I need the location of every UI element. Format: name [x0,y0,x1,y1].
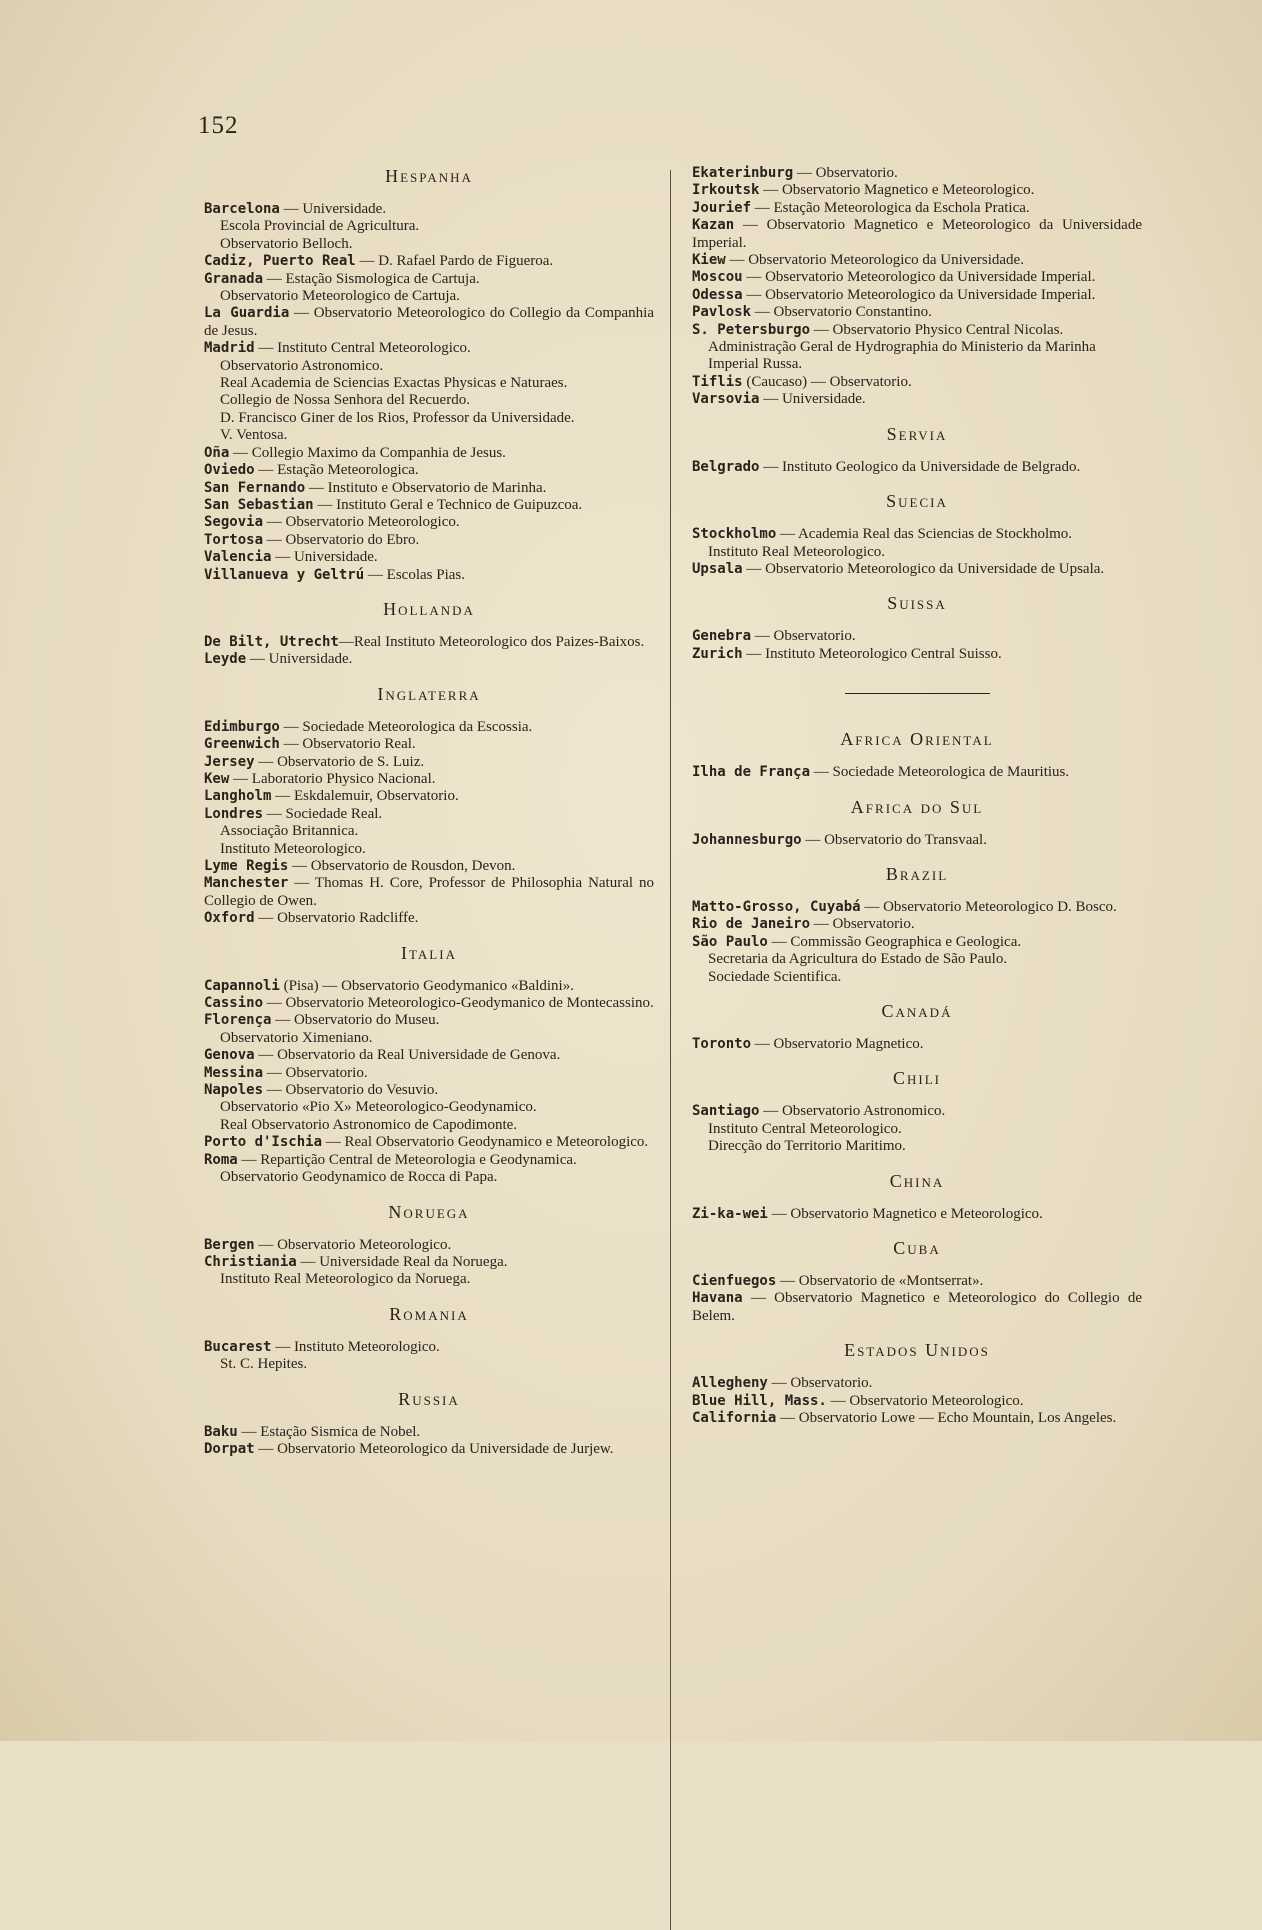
institution-text: — Instituto Meteorologico Central Suisso. [742,645,1002,662]
directory-entry [692,1290,1142,1325]
institution-text: — Universidade Real da Noruega. [296,1253,508,1270]
institution-text: — Observatorio Lowe — Echo Mountain, Los Angeles. [776,1410,1117,1427]
right-column-top [692,165,1142,663]
right-column-bottom [692,728,1142,1427]
country-heading: Cuba [893,1238,941,1258]
place-name: Jourief [692,199,752,216]
sub-entry: Real Observatorio Astronomico de Capodimonte. [220,1116,518,1133]
institution-text: — D. Rafael Pardo de Figueroa. [355,253,554,270]
directory-entry [204,788,654,805]
directory-entry [204,1065,654,1082]
country-heading: Hollanda [383,598,475,619]
sub-entry: Associação Britannica. [220,823,359,840]
institution-text: — Instituto e Observatorio de Marinha. [305,479,547,496]
place-name: Toronto [692,1035,752,1052]
directory-entry [692,165,1142,182]
directory-entry [692,934,1142,951]
sub-entry: Instituto Central Meteorologico. [708,1120,902,1137]
place-name: Allegheny [692,1375,768,1392]
institution-text: —Real Instituto Meteorologico dos Paizes-Baixos. [338,633,645,650]
country-heading: Servia [886,423,948,444]
section-suecia [692,490,1142,578]
institution-text: — Observatorio Meteorologico. [254,1236,452,1253]
place-name: California [692,1410,777,1427]
place-name: Edimburgo [204,718,280,735]
place-name: Greenwich [204,736,280,753]
section-romania [204,1303,654,1374]
place-name: Blue Hill, Mass. [692,1392,827,1409]
section-russia [204,1388,654,1459]
directory-entry [692,899,1142,916]
institution-text: (Caucaso) — Observatorio. [742,373,912,390]
directory-entry [204,445,654,462]
directory-entry [692,252,1142,269]
institution-text: — Estação Sismologica de Cartuja. [263,270,480,287]
sub-entry: St. C. Hepites. [220,1356,308,1373]
directory-entry [692,182,1142,199]
institution-text: — Observatorio Meteorologico D. Bosco. [860,898,1117,915]
place-name: De Bilt, Utrecht [204,633,339,650]
place-name: Odessa [692,286,743,303]
section-cuba [692,1237,1142,1325]
institution-text: — Observatorio Magnetico e Meteorologico do Collegio de Belem. [692,1290,1142,1324]
sub-entry: Observatorio Meteorologico de Cartuja. [220,288,460,305]
place-name: Manchester [204,875,289,892]
institution-text: — Escolas Pias. [364,566,465,583]
place-name: Porto d'Ischia [204,1134,323,1151]
place-name: Johannesburgo [692,831,802,848]
country-heading: Chili [893,1068,941,1089]
directory-entry [204,858,654,875]
place-name: Tiflis [692,373,743,390]
sub-entry: Instituto Real Meteorologico. [708,543,886,560]
sub-entry: Observatorio Astronomico. [220,357,384,374]
place-name: Havana [692,1290,743,1307]
directory-entry [204,1012,654,1029]
institution-text: — Observatorio Meteorologico-Geodymanico de Montecassino. [263,995,654,1012]
institution-text: — Observatorio Meteorologico. [263,514,460,531]
sub-entry: D. Francisco Giner de los Rios, Professor da Universidade. [220,409,575,426]
place-name: Matto-Grosso, Cuyabá [692,898,861,915]
place-name: Oviedo [204,462,255,479]
directory-entry [692,1273,1142,1290]
column-divider [670,170,671,1930]
directory-entry [692,628,1142,645]
sub-entry: Instituto Meteorologico. [220,840,366,857]
country-heading: Hespanha [385,166,473,186]
country-heading: Noruega [388,1201,470,1222]
institution-text: — Estação Meteorologica. [254,462,419,479]
place-name: São Paulo [692,933,768,950]
directory-entry [692,1206,1142,1223]
section-africa-do-sul [692,796,1142,849]
directory-entry [204,1424,654,1441]
institution-text: — Observatorio Meteorologico da Universidade Imperial. [742,269,1096,286]
directory-entry [204,462,654,479]
place-name: Messina [204,1064,264,1081]
directory-entry [692,374,1142,391]
institution-text: — Sociedade Meteorologica da Escossia. [279,718,533,735]
directory-entry [204,875,654,910]
directory-entry [204,514,654,531]
place-name: Ekaterinburg [692,165,794,181]
institution-text: — Thomas H. Core, Professor de Philosophia Natural no Collegio de Owen. [204,875,654,909]
directory-entry [204,480,654,497]
country-heading: Italia [401,942,457,963]
section-servia [692,423,1142,476]
institution-text: — Sociedade Meteorologica de Mauritius. [810,764,1070,781]
institution-text: — Observatorio Radcliffe. [254,910,419,927]
directory-entry [692,561,1142,578]
sub-entry: Observatorio «Pio X» Meteorologico-Geodynamico. [220,1099,537,1116]
place-name: Tortosa [204,531,264,548]
directory-entry [692,1410,1142,1427]
place-name: Oña [204,444,230,461]
institution-text: — Real Observatorio Geodynamico e Meteorologico. [322,1134,649,1151]
institution-text: — Observatorio Constantino. [751,304,932,321]
institution-text: — Commissão Geographica e Geologica. [767,933,1022,950]
place-name: Leyde [204,651,247,668]
directory-entry [204,771,654,788]
place-name: Genebra [692,628,752,645]
institution-text: — Observatorio Magnetico e Meteorologico. [759,182,1035,199]
institution-text: — Observatorio Meteorologico da Universidade Imperial. [742,286,1096,303]
institution-text: — Observatorio Magnetico. [751,1035,924,1052]
section-hespanha [204,165,654,584]
sub-entry: Collegio de Nossa Senhora del Recuerdo. [220,392,470,409]
section-noruega [204,1201,654,1289]
institution-text: — Observatorio Meteorologico da Universidade de Upsala. [742,560,1105,577]
directory-entry [692,916,1142,933]
directory-entry [204,736,654,753]
section-canada [692,1000,1142,1053]
right-column [692,165,1142,1427]
place-name: Kew [204,770,230,787]
institution-text: — Observatorio de S. Luiz. [254,753,425,770]
directory-entry [692,287,1142,304]
directory-entry [204,305,654,340]
place-name: San Fernando [204,479,306,496]
sub-entry: Secretaria da Agricultura do Estado de São Paulo. [708,951,1008,968]
place-name: Segovia [204,514,264,531]
institution-text: — Observatorio da Real Universidade de Genova. [254,1047,561,1064]
institution-text: — Instituto Central Meteorologico. [254,340,471,357]
place-name: Valencia [204,549,272,566]
directory-entry [692,391,1142,408]
place-name: Varsovia [692,391,760,408]
directory-entry [692,200,1142,217]
place-name: S. Petersburgo [692,321,811,338]
place-name: Pavlosk [692,304,752,321]
place-name: Roma [204,1151,238,1168]
directory-entry [204,340,654,357]
section-inglaterra [204,683,654,928]
directory-entry [204,253,654,270]
place-name: Genova [204,1047,255,1064]
place-name: San Sebastian [204,496,314,513]
country-heading: China [889,1170,945,1191]
country-heading: Russia [398,1388,460,1409]
place-name: Cadiz, Puerto Real [204,253,356,270]
place-name: Ilha de França [692,764,811,781]
place-name: La Guardia [204,305,290,322]
directory-entry [692,646,1142,663]
sub-entry: Escola Provincial de Agricultura. [220,218,420,235]
directory-entry [692,459,1142,476]
place-name: Bergen [204,1236,255,1253]
sub-entry: V. Ventosa. [220,427,288,444]
directory-entry [692,304,1142,321]
directory-entry [204,271,654,288]
section-suissa [692,592,1142,663]
directory-entry [692,832,1142,849]
institution-text: — Observatorio Meteorologico. [826,1392,1024,1409]
institution-text: — Observatorio Magnetico e Meteorologico da Universidade Imperial. [692,217,1142,251]
institution-text: — Estação Sismica de Nobel. [237,1423,421,1440]
page-number: 152 [198,112,239,139]
place-name: Napoles [204,1082,264,1099]
place-name: Cassino [204,995,264,1012]
section-continued [692,165,1142,409]
place-name: Cienfuegos [692,1273,777,1289]
directory-entry [204,567,654,584]
directory-entry [204,1339,654,1356]
place-name: Christiania [204,1253,297,1270]
institution-text: — Observatorio. [793,165,898,181]
institution-text: — Instituto Geral e Technico de Guipuzcoa. [313,496,583,513]
institution-text: — Observatorio. [751,628,856,645]
place-name: Upsala [692,560,743,577]
place-name: Londres [204,805,264,822]
place-name: Madrid [204,340,255,357]
directory-entry [204,532,654,549]
sub-entry: Observatorio Geodynamico de Rocca di Papa. [220,1169,498,1186]
section-estados-unidos [692,1339,1142,1427]
institution-text: — Observatorio Magnetico e Meteorologico. [767,1205,1043,1222]
directory-entry [204,634,654,651]
directory-entry [692,1036,1142,1053]
country-heading: Canadá [881,1000,953,1021]
institution-text: — Observatorio Meteorologico da Universidade. [725,252,1024,269]
directory-entry [204,754,654,771]
institution-text: — Universidade. [271,549,378,566]
left-column [204,165,654,1458]
institution-text: — Universidade. [246,651,353,668]
institution-text: — Repartição Central de Meteorologia e Geodynamica. [237,1151,577,1168]
directory-entry [204,1441,654,1458]
country-heading: Suecia [886,491,948,512]
institution-text: — Observatorio de Rousdon, Devon. [288,858,516,874]
institution-text: — Observatorio de «Montserrat». [776,1273,984,1289]
directory-entry [692,269,1142,286]
country-heading: Inglaterra [377,683,481,704]
country-heading: Brazil [885,863,949,884]
directory-entry [692,526,1142,543]
country-heading: Suissa [887,593,947,614]
directory-entry [204,806,654,823]
place-name: Kazan [692,217,735,234]
place-name: Kiew [692,252,726,269]
directory-entry [204,1152,654,1169]
place-name: Moscou [692,269,743,286]
country-heading: Romania [389,1303,469,1324]
institution-text: — Observatorio. [810,916,915,933]
institution-text: — Laboratorio Physico Nacional. [229,770,436,787]
section-chili [692,1067,1142,1155]
directory-entry [204,910,654,927]
section-rule [845,693,990,694]
sub-entry: Real Academia de Sciencias Exactas Physicas e Naturaes. [220,375,568,392]
institution-text: — Observatorio Real. [279,736,416,753]
institution-text: — Observatorio do Museu. [271,1012,440,1029]
directory-entry [204,995,654,1012]
institution-text: — Sociedade Real. [263,805,383,822]
directory-entry [204,719,654,736]
place-name: Granada [204,270,264,287]
sub-entry: Observatorio Ximeniano. [220,1029,373,1046]
place-name: Barcelona [204,201,280,217]
directory-entry [204,201,654,218]
institution-text: — Collegio Maximo da Companhia de Jesus. [229,444,506,461]
directory-entry [204,651,654,668]
institution-text: — Estação Meteorologica da Eschola Pratica. [751,199,1030,216]
sub-entry: Sociedade Scientifica. [708,968,842,985]
directory-entry [204,1237,654,1254]
directory-entry [692,217,1142,252]
place-name: Rio de Janeiro [692,916,811,933]
place-name: Zurich [692,645,743,662]
country-heading: Estados Unidos [844,1340,990,1361]
section-africa-oriental [692,728,1142,781]
institution-text: (Pisa) — Observatorio Geodymanico «Baldini». [279,977,574,994]
directory-entry [204,1047,654,1064]
sub-entry: Observatorio Belloch. [220,235,353,252]
place-name: Florença [204,1012,272,1029]
directory-entry [204,549,654,566]
institution-text: — Observatorio Physico Central Nicolas. [810,321,1064,338]
country-heading: Africa Oriental [840,729,994,750]
institution-text: — Observatorio do Transvaal. [801,831,987,848]
place-name: Stockholmo [692,526,777,543]
institution-text: — Universidade. [279,201,387,217]
directory-entry [692,322,1142,339]
institution-text: — Observatorio Meteorologico da Universidade de Jurjew. [254,1440,614,1457]
institution-text: — Observatorio Astronomico. [759,1103,946,1120]
place-name: Baku [204,1423,238,1440]
directory-entry [692,1103,1142,1120]
place-name: Lyme Regis [204,858,289,874]
place-name: Villanueva y Geltrú [204,566,365,583]
place-name: Dorpat [204,1440,255,1457]
place-name: Belgrado [692,458,760,475]
section-brazil [692,863,1142,986]
place-name: Bucarest [204,1338,272,1355]
place-name: Oxford [204,910,255,927]
directory-entry [692,1393,1142,1410]
directory-entry [692,764,1142,781]
place-name: Langholm [204,788,272,805]
section-italia [204,942,654,1187]
sub-entry: Administração Geral de Hydrographia do Ministerio da Marinha Imperial Russa. [708,339,1096,373]
directory-entry [204,1082,654,1099]
place-name: Irkoutsk [692,182,760,199]
place-name: Santiago [692,1103,760,1120]
directory-entry [204,497,654,514]
institution-text: — Observatorio do Ebro. [263,531,420,548]
institution-text: — Observatorio. [767,1375,873,1392]
institution-text: — Observatorio. [263,1064,368,1081]
sub-entry: Direcção do Territorio Maritimo. [708,1138,906,1155]
institution-text: — Academia Real das Sciencias de Stockholmo. [776,526,1073,543]
sub-entry: Instituto Real Meteorologico da Noruega. [220,1271,471,1288]
place-name: Capannoli [204,977,280,994]
institution-text: — Instituto Geologico da Universidade de Belgrado. [759,458,1081,475]
institution-text: — Universidade. [759,391,866,408]
institution-text: — Eskdalemuir, Observatorio. [271,788,459,805]
section-china [692,1170,1142,1223]
place-name: Zi-ka-wei [692,1205,768,1222]
country-heading: Africa do Sul [850,796,984,817]
directory-entry [204,1134,654,1151]
section-hollanda [204,598,654,669]
directory-entry [204,978,654,995]
directory-entry [204,1254,654,1271]
institution-text: — Instituto Meteorologico. [271,1338,440,1355]
institution-text: — Observatorio do Vesuvio. [263,1082,439,1099]
directory-entry [692,1375,1142,1392]
place-name: Jersey [204,753,255,770]
institution-text: — Observatorio Meteorologico do Collegio da Companhia de Jesus. [204,305,654,339]
